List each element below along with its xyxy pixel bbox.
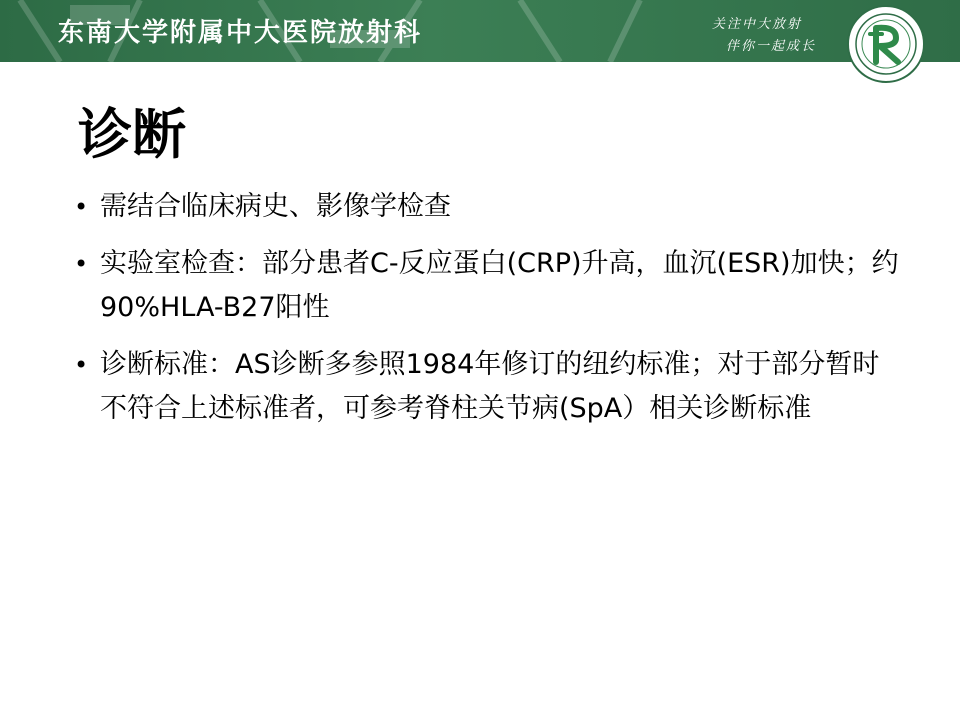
bullet-dot-icon: • <box>74 351 89 379</box>
bullet-item <box>72 343 902 431</box>
hospital-radiology-logo-icon <box>846 4 926 84</box>
bullet-text: 实验室检查：部分患者C-反应蛋白(CRP)升高，血沉(ESR)加快；约90%HLA-B27阳性 <box>100 248 899 323</box>
slide-title: 诊断 <box>78 103 186 166</box>
bullet-item <box>72 185 902 229</box>
bullet-list <box>72 185 902 444</box>
header-title: 东南大学附属中大医院放射科 <box>58 18 423 48</box>
bullet-text: 诊断标准：AS诊断多参照1984年修订的纽约标准；对于部分暂时不符合上述标准者，可参考脊柱关节病(SpA）相关诊断标准 <box>100 349 880 424</box>
slogan-line-1: 关注中大放射 <box>712 17 803 32</box>
slogan-line-2: 伴你一起成长 <box>726 39 817 54</box>
header-banner <box>0 0 960 62</box>
bullet-dot-icon: • <box>74 193 89 221</box>
bullet-dot-icon: • <box>74 250 89 278</box>
bullet-text: 需结合临床病史、影像学检查 <box>100 191 451 222</box>
bullet-item <box>72 242 902 330</box>
